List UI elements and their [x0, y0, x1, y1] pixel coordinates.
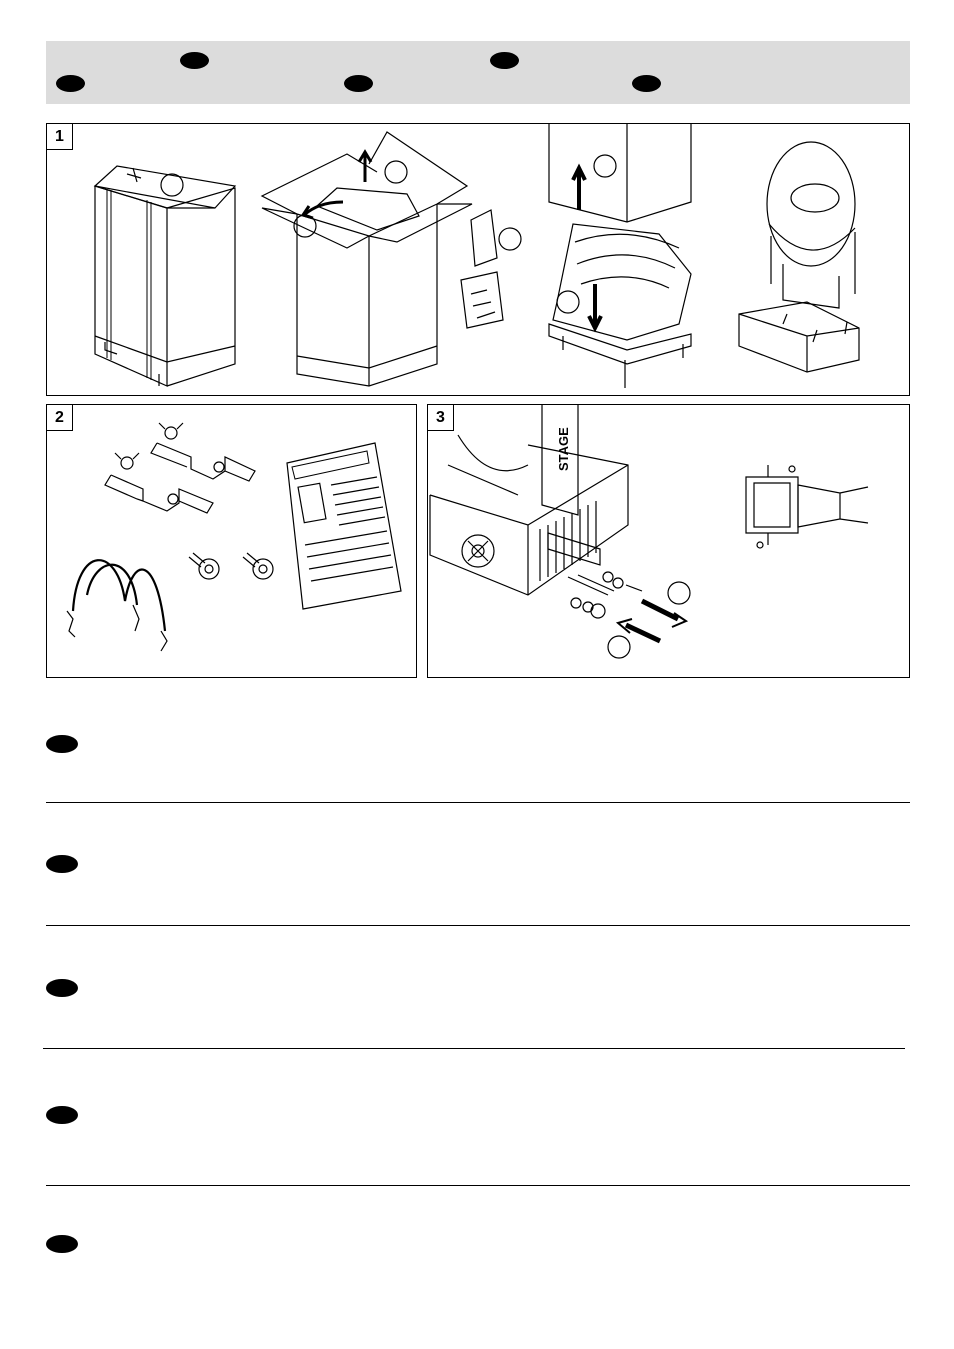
language-marker-1: [180, 52, 209, 69]
language-marker-5: [632, 75, 661, 92]
section-divider-1: [46, 802, 910, 803]
section-marker-3: [46, 979, 78, 997]
figure-panel-2: [46, 404, 417, 678]
unpacking-illustration: [47, 124, 910, 396]
section-divider-2: [46, 925, 910, 926]
panel-number: 2: [47, 405, 73, 431]
panel-number: 1: [47, 124, 73, 150]
fixture-label: STAGE: [556, 427, 571, 471]
language-marker-2: [490, 52, 519, 69]
language-marker-4: [344, 75, 373, 92]
mounting-illustration: [428, 405, 910, 678]
language-header-band: [46, 41, 910, 104]
figure-panel-3: [427, 404, 910, 678]
accessories-illustration: [47, 405, 417, 678]
section-marker-5: [46, 1235, 78, 1253]
section-marker-1: [46, 735, 78, 753]
section-divider-3: [43, 1048, 905, 1049]
language-marker-3: [56, 75, 85, 92]
figure-panel-1: [46, 123, 910, 396]
section-marker-2: [46, 855, 78, 873]
section-divider-4: [46, 1185, 910, 1186]
panel-number: 3: [428, 405, 454, 431]
section-marker-4: [46, 1106, 78, 1124]
